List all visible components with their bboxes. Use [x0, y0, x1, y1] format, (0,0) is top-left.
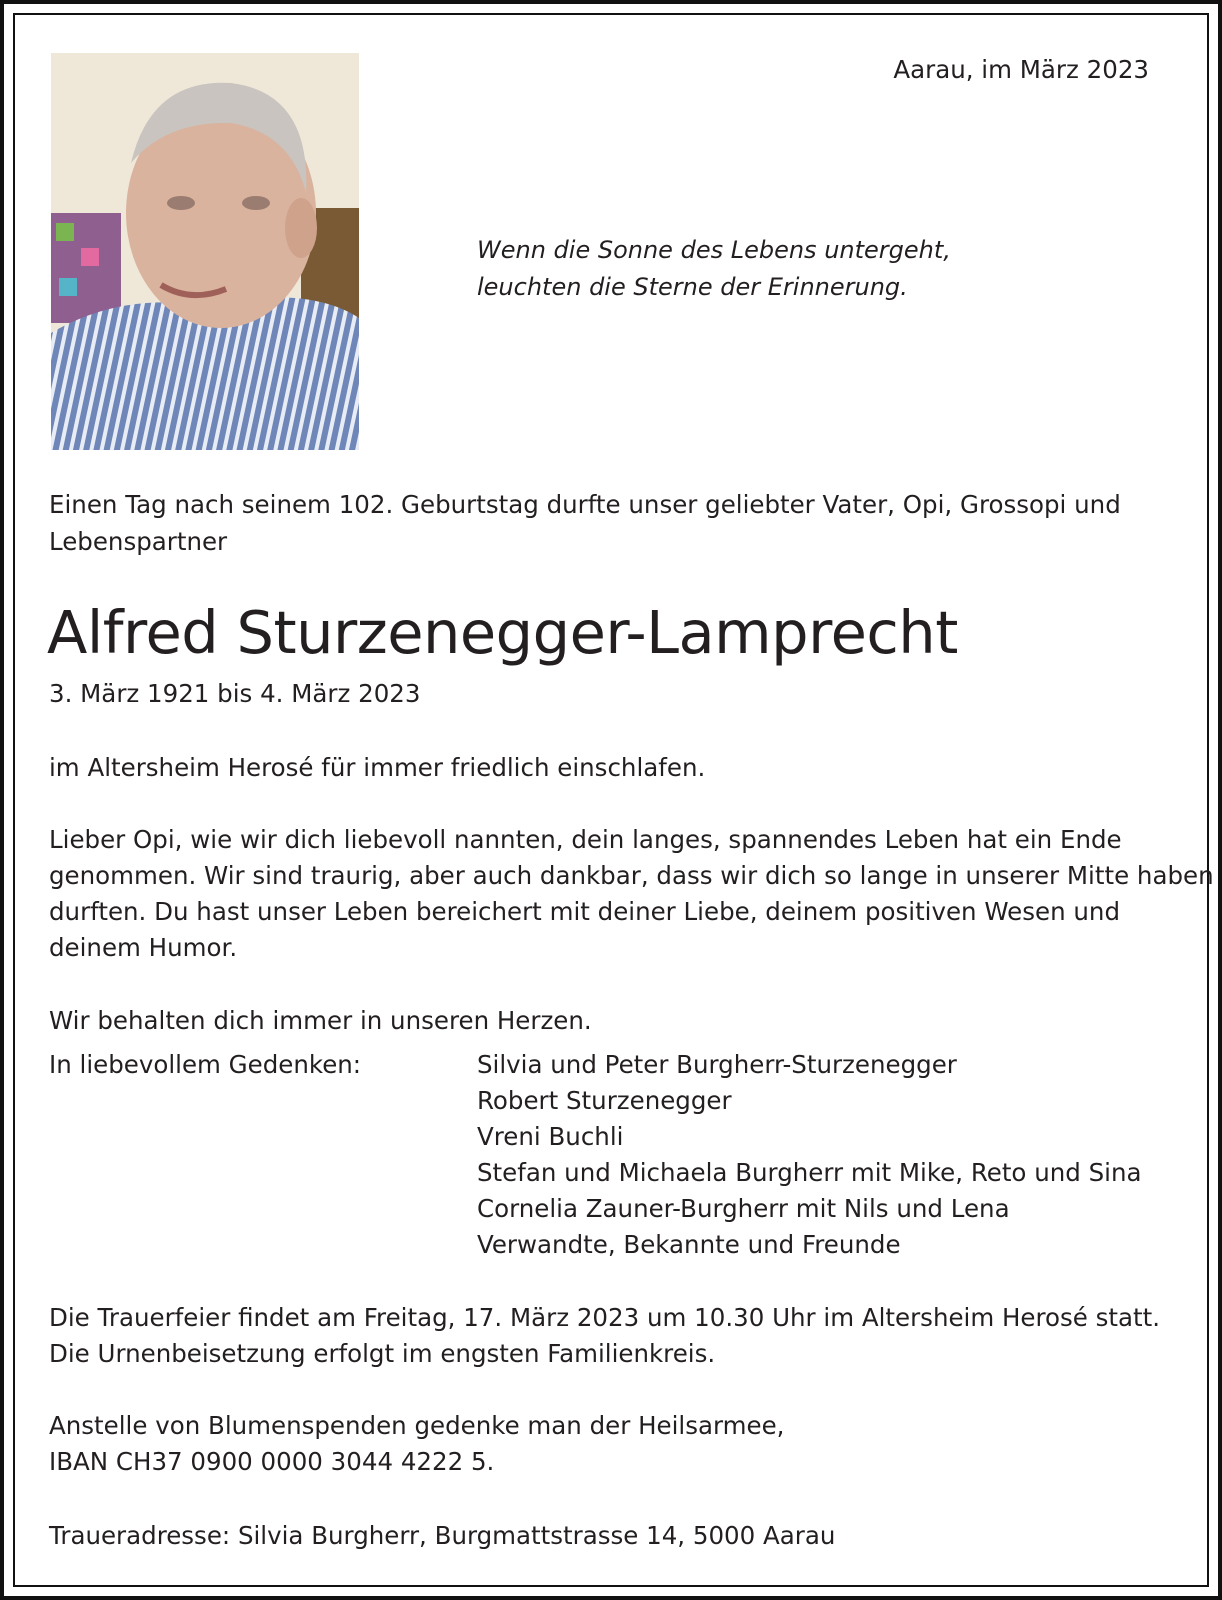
deceased-name: Alfred Sturzenegger-Lamprecht — [47, 598, 958, 667]
donation-line: IBAN CH37 0900 0000 3044 4222 5. — [49, 1447, 495, 1476]
passing-text: im Altersheim Herosé für immer friedlich einschlafen. — [49, 753, 706, 782]
intro-line: Einen Tag nach seinem 102. Geburtstag durfte unser geliebter Vater, Opi, Grossopi und — [49, 490, 1121, 519]
motto-line: Wenn die Sonne des Lebens untergeht, — [477, 236, 951, 264]
mourner-item: Vreni Buchli — [477, 1122, 624, 1151]
memory-label: In liebevollem Gedenken: — [49, 1050, 362, 1079]
tribute-line: genommen. Wir sind traurig, aber auch dankbar, dass wir dich so lange in unserer Mitte haben — [49, 861, 1214, 890]
ceremony-line: Die Urnenbeisetzung erfolgt im engsten Familienkreis. — [49, 1339, 716, 1368]
mourners-list — [477, 1047, 1142, 1263]
tribute-line: durften. Du hast unser Leben bereichert mit deiner Liebe, deinem positiven Wesen und — [49, 897, 1120, 926]
life-dates: 3. März 1921 bis 4. März 2023 — [49, 679, 421, 708]
place-date: Aarau, im März 2023 — [893, 55, 1149, 84]
mourner-item: Robert Sturzenegger — [477, 1086, 732, 1115]
mourner-item: Silvia und Peter Burgherr-Sturzenegger — [477, 1050, 957, 1079]
motto-quote — [477, 232, 951, 306]
tribute-line: Lieber Opi, wie wir dich liebevoll nannten, dein langes, spannendes Leben hat ein Ende — [49, 825, 1122, 854]
mourner-item: Verwandte, Bekannte und Freunde — [477, 1230, 901, 1259]
donation-line: Anstelle von Blumenspenden gedenke man der Heilsarmee, — [49, 1411, 785, 1440]
mourner-item: Stefan und Michaela Burgherr mit Mike, Reto und Sina — [477, 1158, 1142, 1187]
intro-line: Lebenspartner — [49, 527, 228, 556]
portrait-photo — [51, 53, 359, 450]
motto-line: leuchten die Sterne der Erinnerung. — [477, 273, 908, 301]
intro-text — [49, 486, 1121, 560]
mourning-address: Traueradresse: Silvia Burgherr, Burgmattstrasse 14, 5000 Aarau — [49, 1521, 836, 1550]
tribute-paragraph — [49, 822, 1214, 966]
ceremony-line: Die Trauerfeier findet am Freitag, 17. März 2023 um 10.30 Uhr im Altersheim Herosé statt. — [49, 1303, 1161, 1332]
closing-text: Wir behalten dich immer in unseren Herzen. — [49, 1006, 592, 1035]
donation-info — [49, 1408, 784, 1480]
mourner-item: Cornelia Zauner-Burgherr mit Nils und Lena — [477, 1194, 1010, 1223]
ceremony-info — [49, 1300, 1160, 1372]
tribute-line: deinem Humor. — [49, 933, 238, 962]
